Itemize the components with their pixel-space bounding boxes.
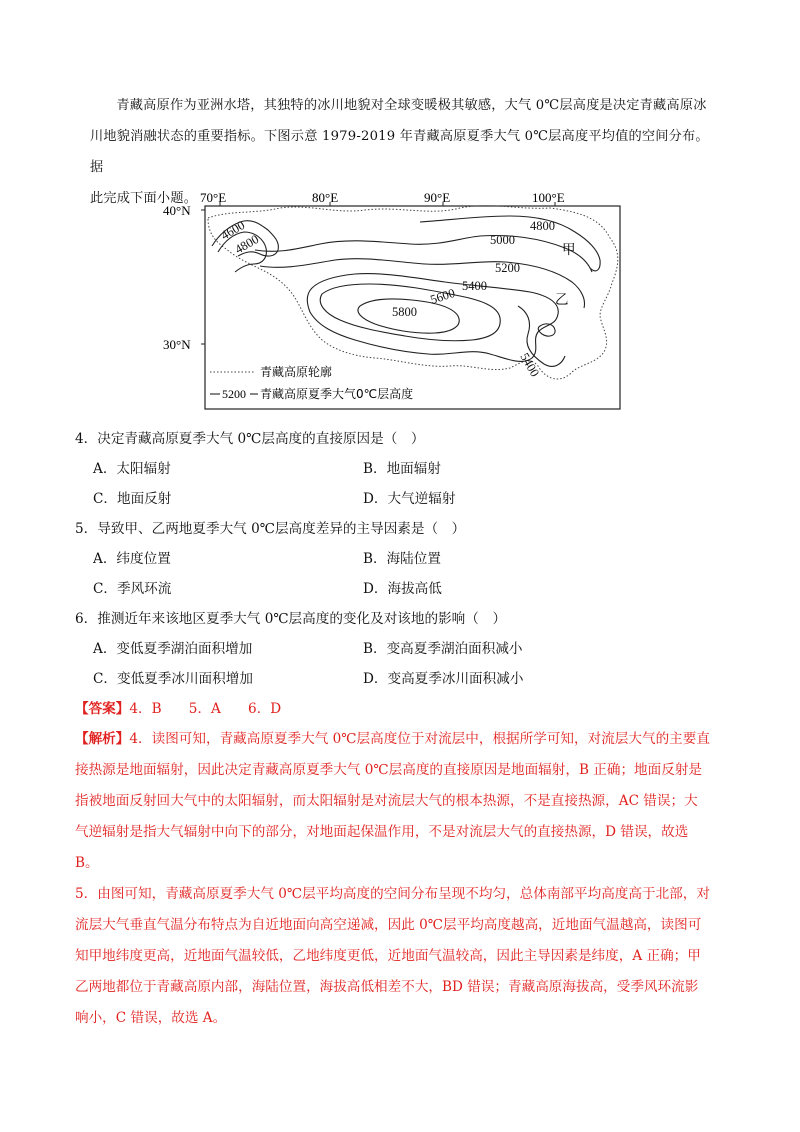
lon-label: 90°E [424, 190, 451, 205]
analysis-line: 流层大气垂直气温分布特点为自近地面向高空递减，因此 0℃层平均高度越高，近地面气温越高，读图可 [75, 917, 702, 933]
legend-contour-label: 青藏高原夏季大气0℃层高度 [260, 387, 414, 401]
place-label-jia: 甲 [562, 242, 576, 258]
contour-label: 5000 [490, 233, 515, 247]
question-6 [75, 604, 735, 694]
option-b[interactable]: B．地面辐射 [363, 461, 441, 477]
question-5 [75, 514, 735, 604]
contour-label: 5200 [495, 261, 520, 275]
intro-line: 青藏高原作为亚洲水塔，其独特的冰川地貌对全球变暖极其敏感，大气 0℃层高度是决定青藏高原冰 [116, 98, 707, 113]
contour-label: 5400 [462, 279, 487, 293]
contour-label: 5400 [517, 350, 543, 380]
contour-label: 4800 [530, 219, 555, 233]
contour-label: 5800 [392, 305, 417, 319]
option-c[interactable]: C．变低夏季冰川面积增加 [93, 671, 253, 687]
option-d[interactable]: D．海拔高低 [363, 581, 442, 597]
option-row [75, 454, 735, 484]
option-row [75, 484, 735, 514]
option-d[interactable]: D．变高夏季冰川面积减小 [363, 671, 524, 687]
option-b[interactable]: B．变高夏季湖泊面积减小 [363, 641, 523, 657]
answer-text: 4．B 5．A 6．D [129, 701, 282, 717]
option-a[interactable]: A．太阳辐射 [93, 461, 171, 477]
question-stem: 5．导致甲、乙两地夏季大气 0℃层高度差异的主导因素是（ ） [75, 521, 466, 537]
option-c[interactable]: C．地面反射 [93, 491, 172, 507]
answer-tag: 【答案】 [75, 701, 130, 717]
contour-label: 5600 [428, 285, 457, 307]
option-a[interactable]: A．变低夏季湖泊面积增加 [93, 641, 253, 657]
analysis-line: B。 [75, 855, 99, 871]
legend-contour-value: 5200 [222, 387, 246, 401]
lat-label: 40°N [163, 203, 191, 218]
question-stem: 4．决定青藏高原夏季大气 0℃层高度的直接原因是（ ） [75, 431, 425, 447]
option-a[interactable]: A．纬度位置 [93, 551, 171, 567]
contour-label: 4800 [232, 231, 262, 257]
answer-line [75, 694, 735, 724]
question-stem: 6．推测近年来该地区夏季大气 0℃层高度的变化及对该地的影响（ ） [75, 611, 507, 627]
option-row [75, 574, 735, 604]
option-row [75, 544, 735, 574]
lon-label: 100°E [532, 190, 565, 205]
analysis-q4 [75, 724, 735, 755]
analysis-block [75, 724, 735, 1034]
legend-outline-label: 青藏高原轮廓 [260, 365, 333, 379]
analysis-line: 气逆辐射是指大气辐射中向下的部分，对地面起保温作用，不是对流层大气的直接热源，D 错误，故选 [75, 824, 689, 840]
analysis-line: 乙两地都位于青藏高原内部，海陆位置，海拔高低相差不大，BD 错误；青藏高原海拔高，受季风环流影 [75, 979, 699, 995]
map-figure [160, 188, 640, 413]
question-4 [75, 424, 735, 514]
lon-label: 80°E [312, 190, 339, 205]
analysis-line: 接热源是地面辐射，因此决定青藏高原夏季大气 0℃层高度的直接原因是地面辐射，B 正确；地面反射是 [75, 762, 703, 778]
intro-line: 川地貌消融状态的重要指标。下图示意 1979-2019 年青藏高原夏季大气 0℃层高度平均值的空间分布。据 [90, 129, 709, 175]
place-label-yi: 乙 [555, 292, 569, 308]
plateau-contour-map [160, 188, 640, 413]
option-c[interactable]: C．季风环流 [93, 581, 172, 597]
analysis-line: 指被地面反射回大气中的太阳辐射，而太阳辐射是对流层大气的根本热源，不是直接热源，AC 错误；大 [75, 793, 698, 809]
option-row [75, 664, 735, 694]
analysis-line: 知甲地纬度更高，近地面气温较低，乙地纬度更低，近地面气温较高，因此主导因素是纬度，A 正确；甲 [75, 948, 701, 964]
option-b[interactable]: B．海陆位置 [363, 551, 441, 567]
lat-label: 30°N [163, 337, 191, 352]
analysis-line: 5．由图可知，青藏高原夏季大气 0℃层平均高度的空间分布呈现不均匀，总体南部平均高度高于北部，对 [75, 886, 710, 902]
analysis-line: 4．读图可知，青藏高原夏季大气 0℃层高度位于对流层中，根据所学可知，对流层大气的主要直 [129, 731, 710, 747]
analysis-tag: 【解析】 [75, 731, 130, 747]
lon-label: 70°E [200, 190, 227, 205]
analysis-line: 响小，C 错误，故选 A。 [75, 1010, 227, 1026]
option-row [75, 634, 735, 664]
option-d[interactable]: D．大气逆辐射 [363, 491, 456, 507]
contour-label: 4600 [218, 217, 248, 243]
intro-line: 此完成下面小题。 [90, 191, 198, 206]
